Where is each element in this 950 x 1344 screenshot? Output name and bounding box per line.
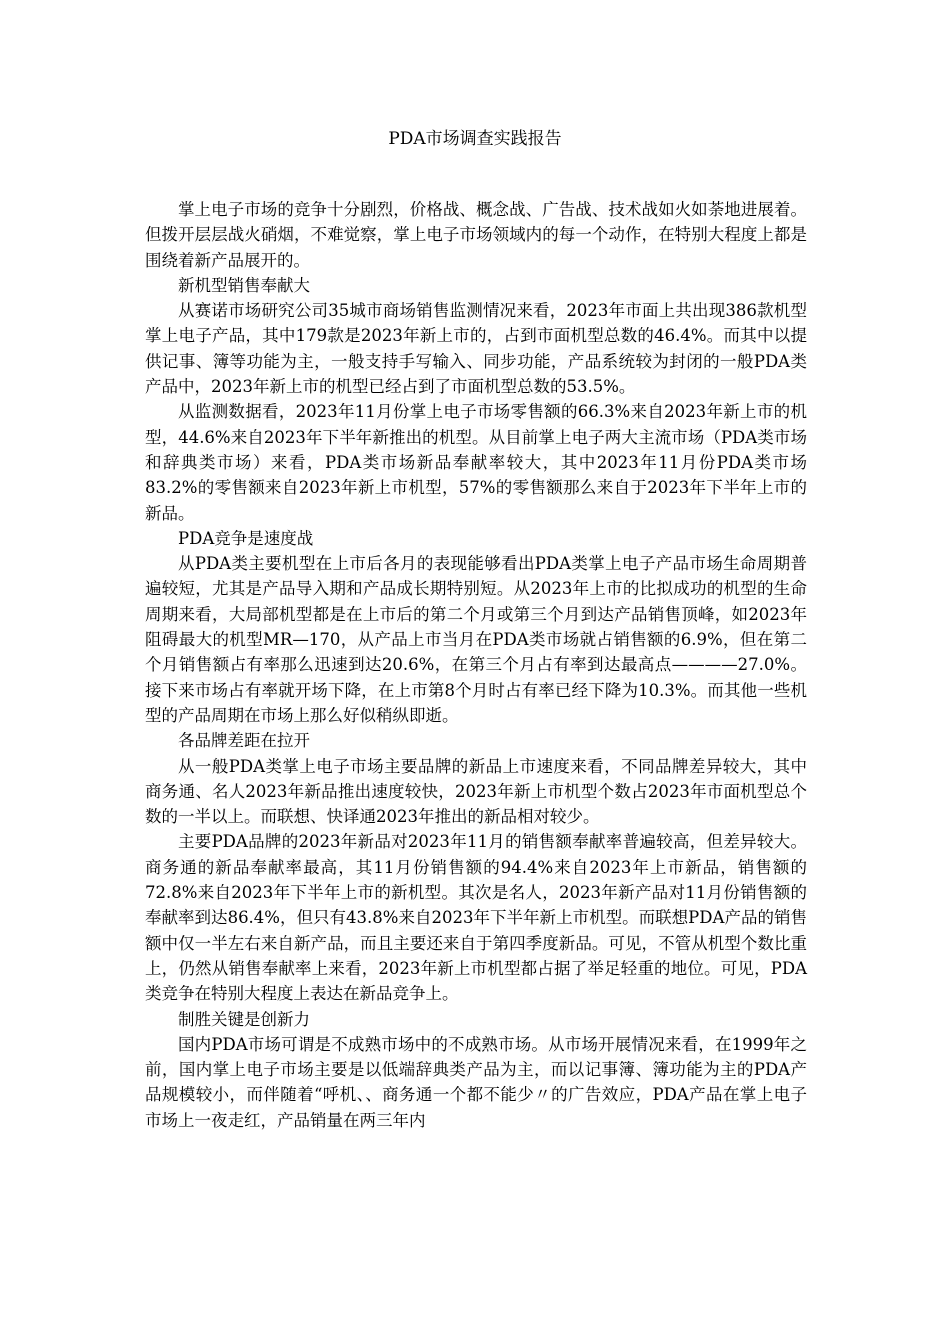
section-heading-new-models: 新机型销售奉献大 (178, 275, 310, 295)
paragraph: 主要PDA品牌的2023年新品对2023年11月的销售额奉献率普遍较高，但差异较大。商务通的新品奉献率最高，其11月份销售额的94.4%来自2023年上市新品，销售额的72.8%来自2023年下半年上市的新机型。其次是名人，2023年新产品对11月份销售额的奉献率到达86.4%，但只有43.8%来自2023年下半年新上市机型。而联想PDA产品的销售额中仅一半左右来自新产品，而且主要还来自于第四季度新品。可见，不管从机型个数比重上，仍然从销售奉献率上来看，2023年新上市机型都占据了举足轻重的地位。可见，PDA类竞争在特别大程度上表达在新品竞争上。 (145, 832, 807, 1004)
section-heading-brands: 各品牌差距在拉开 (178, 731, 310, 751)
document-title: PDA市场调查实践报告 (388, 129, 562, 149)
paragraph: 从监测数据看，2023年11月份掌上电子市场零售额的66.3%来自2023年新上市的机型，44.6%来自2023年下半年新推出的机型。从目前掌上电子两大主流市场（PDA类市场和辞典类市场）来看，PDA类市场新品奉献率较大，其中2023年11月份PDA类市场83.2%的零售额来自2023年新上市机型，57%的零售额那么来自于2023年下半年上市的新品。 (145, 402, 807, 523)
document-body (145, 197, 807, 1133)
paragraph: 从PDA类主要机型在上市后各月的表现能够看出PDA类掌上电子产品市场生命周期普遍较短，尤其是产品导入期和产品成长期特别短。从2023年上市的比拟成功的机型的生命周期来看，大局部机型都是在上市后的第二个月或第三个月到达产品销售顶峰，如2023年阻碍最大的机型MR—170，从产品上市当月在PDA类市场就占销售额的6.9%，但在第二个月销售额占有率那么迅速到达20.6%，在第三个月占有率到达最高点————27.0%。接下来市场占有率就开场下降，在上市第8个月时占有率已经下降为10.3%。而其他一些机型的产品周期在市场上那么好似稍纵即逝。 (145, 554, 807, 725)
paragraph: 国内PDA市场可谓是不成熟市场中的不成熟市场。从市场开展情况来看，在1999年之前，国内掌上电子市场主要是以低端辞典类产品为主，而以记事簿、簿功能为主的PDA产品规模较小，而伴随着“呼机、、商务通一个都不能少〃的广告效应，PDA产品在掌上电子市场上一夜走红，产品销量在两三年内 (145, 1034, 807, 1130)
paragraph: 从一般PDA类掌上电子市场主要品牌的新品上市速度来看，不同品牌差异较大，其中商务通、名人2023年新品推出速度较快，2023年新上市机型个数占2023年市面机型总个数的一半以上。而联想、快译通2023年推出的新品相对较少。 (145, 756, 807, 827)
section-heading-speed: PDA竞争是速度战 (178, 528, 314, 548)
paragraph: 从赛诺市场研究公司35城市商场销售监测情况来看，2023年市面上共出现386款机型掌上电子产品，其中179款是2023年新上市的，占到市面机型总数的46.4%。而其中以提供记事、簿等功能为主，一般支持手写输入、同步功能，产品系统较为封闭的一般PDA类产品中，2023年新上市的机型已经占到了市面机型总数的53.5%。 (145, 301, 807, 397)
section-heading-innovation: 制胜关键是创新力 (178, 1009, 310, 1029)
paragraph-intro: 掌上电子市场的竞争十分剧烈，价格战、概念战、广告战、技术战如火如荼地进展着。但拨开层层战火硝烟，不难觉察，掌上电子市场领域内的每一个动作，在特别大程度上都是围绕着新产品展开的。 (145, 200, 807, 270)
